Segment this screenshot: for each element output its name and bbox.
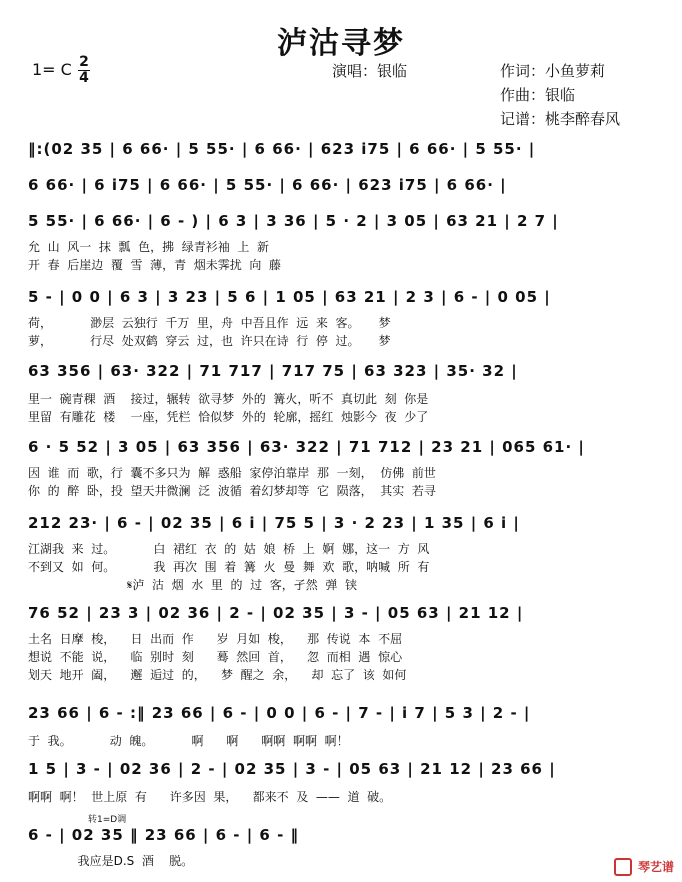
key-change-mark: 转1=D调 <box>88 815 127 825</box>
transcriber-credit: 记谱：桃李醉春风 <box>500 110 621 128</box>
score-line-1: ‖:(02 35 | 6 66· | 5 55· | 6 66· | 623 i75 | 6 66· | 5 55· | <box>28 140 536 158</box>
lyric-line-10a: 啊啊 啊！ 世上原 有 许多因 果， 都来不 及 —— 道 破。 <box>28 790 392 804</box>
lyric-line-6b: 你 的 醉 卧，投 望天井微澜 泛 波循 着幻梦却等 它 陨落， 其实 若寻 <box>28 484 436 498</box>
watermark-text: 琴艺谱 <box>637 859 674 874</box>
lyric-line-7b: 不到又 如 何。 我 再次 围 着 篝 火 曼 舞 欢 歌，呐喊 所 有 <box>28 560 430 574</box>
singer-credit: 演唱：银临 <box>332 62 408 80</box>
watermark-logo-icon <box>614 858 632 876</box>
score-line-3: 5 55· | 6 66· | 6 - ) | 6 3 | 3 36 | 5 · 2 | 3 05 | 63 21 | 2 7 | <box>28 212 559 230</box>
key-signature: 1= C <box>32 60 72 79</box>
lyricist-credit: 作词：小鱼萝莉 <box>500 62 606 80</box>
lyric-line-8c: 划天 地开 阖， 邂 逅过 的， 梦 醒之 余， 却 忘了 该 如何 <box>28 668 407 682</box>
score-line-4: 5 - | 0 0 | 6 3 | 3 23 | 5 6 | 1 05 | 63 21 | 2 3 | 6 - | 0 05 | <box>28 288 551 306</box>
score-line-2: 6 66· | 6 i75 | 6 66· | 5 55· | 6 66· | 623 i75 | 6 66· | <box>28 176 507 194</box>
lyric-line-3b: 开 春 后崖边 覆 雪 薄，青 烟未霁扰 向 藤 <box>28 258 282 272</box>
lyric-line-5a: 里一 碗青稞 酒 接过，辗转 欲寻梦 外的 篝火，听不 真切此 刻 你是 <box>28 392 429 406</box>
lyric-line-9a: 于 我。 动 魄。 啊 啊 啊啊 啊啊 啊！ <box>28 734 349 748</box>
time-signature <box>78 56 90 85</box>
score-line-9: 23 66 | 6 - :‖ 23 66 | 6 - | 0 0 | 6 - | 7 - | i 7 | 5 3 | 2 - | <box>28 704 531 722</box>
lyric-line-4b: 萝， 行尽 处双鹤 穿云 过，也 许只在诗 行 停 过。 梦 <box>28 334 391 348</box>
lyric-line-7a: 江湖我 来 过。 白 裙红 衣 的 姑 娘 桥 上 婀 娜，这一 方 风 <box>28 542 430 556</box>
lyric-line-3a: 允 山 风一 抹 瓢 色，拂 绿青衫袖 上 新 <box>28 240 270 254</box>
lyric-line-11a: 我应是D.S 酒 脱。 <box>28 854 194 868</box>
score-line-5: 63 356 | 63· 322 | 71 717 | 717 75 | 63 323 | 35· 32 | <box>28 362 518 380</box>
song-title: 泸沽寻梦 <box>277 26 405 61</box>
lyric-line-6a: 因 谁 而 歌，行 囊不多只为 解 惑船 家停泊靠岸 那 一刻， 仿佛 前世 <box>28 466 436 480</box>
score-line-11: 6 - | 02 35 ‖ 23 66 | 6 - | 6 - ‖ <box>28 826 300 844</box>
score-line-7: 212 23· | 6 - | 02 35 | 6 i | 75 5 | 3 · 2 23 | 1 35 | 6 i | <box>28 514 520 532</box>
watermark <box>614 858 674 877</box>
lyric-line-8b: 想说 不能 说， 临 别时 刻 蓦 然回 首， 忽 而相 遇 惊心 <box>28 650 403 664</box>
time-signature-top: 2 <box>79 54 89 70</box>
time-signature-bottom: 4 <box>79 70 89 86</box>
lyric-line-7c: 𝄋泸 沽 烟 水 里 的 过 客，孑然 弹 铗 <box>28 578 357 592</box>
score-line-8: 76 52 | 23 3 | 02 36 | 2 - | 02 35 | 3 - | 05 63 | 21 12 | <box>28 604 524 622</box>
score-line-10: 1 5 | 3 - | 02 36 | 2 - | 02 35 | 3 - | 05 63 | 21 12 | 23 66 | <box>28 760 556 778</box>
lyric-line-5b: 里留 有雕花 楼 一座，凭栏 恰似梦 外的 轮廓，摇红 烛影今 夜 少了 <box>28 410 429 424</box>
lyric-line-4a: 荷， 渺层 云独行 千万 里，舟 中吾且作 远 来 客。 梦 <box>28 316 391 330</box>
score-line-6: 6 · 5 52 | 3 05 | 63 356 | 63· 322 | 71 712 | 23 21 | 065 61· | <box>28 438 585 456</box>
composer-credit: 作曲：银临 <box>500 86 576 104</box>
lyric-line-8a: 土名 日摩 梭， 日 出而 作 岁 月如 梭， 那 传说 本 不屈 <box>28 632 403 646</box>
